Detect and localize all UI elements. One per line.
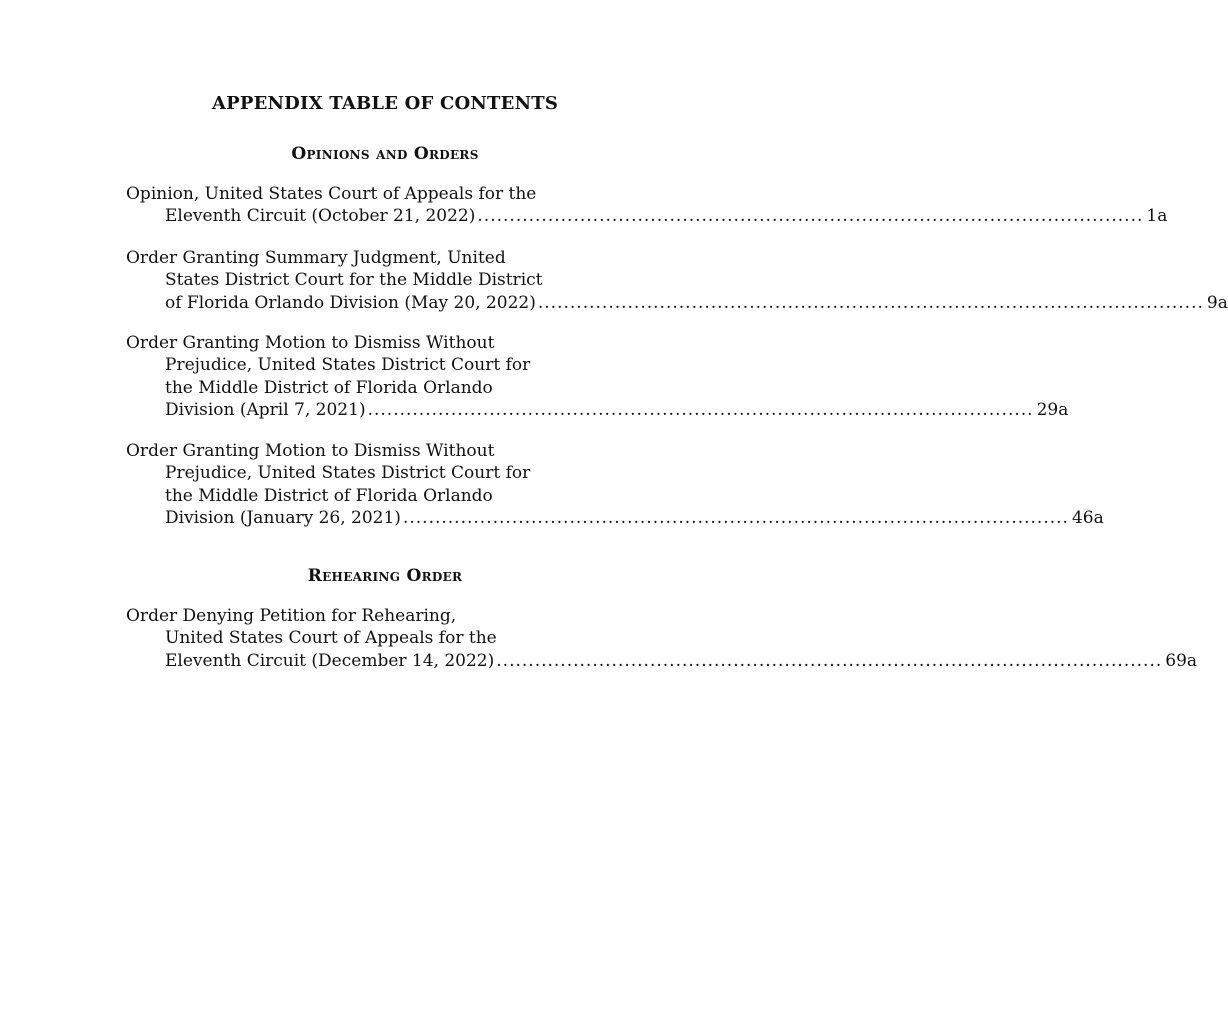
section-heading-opinions-and-orders: Opinions and Orders: [291, 144, 479, 164]
dot-leader: ........................................................................................................: [402, 507, 1069, 528]
toc-entry-title-line: Eleventh Circuit (October 21, 2022): [165, 206, 476, 227]
toc-entry[interactable]: [126, 605, 1198, 672]
toc-entry-title-line: Division (April 7, 2021): [165, 399, 366, 420]
toc-page-number: 46a: [1071, 507, 1104, 528]
toc-entry-title-line: States District Court for the Middle District: [165, 270, 543, 291]
dot-leader: ........................................................................................................: [537, 292, 1204, 313]
toc-entry-title-line: Order Granting Motion to Dismiss Without: [126, 333, 495, 353]
toc-page-number: 9a: [1206, 292, 1228, 313]
toc-entry[interactable]: [126, 247, 1228, 314]
toc-entry-title-line: Order Granting Summary Judgment, United: [126, 248, 506, 268]
toc-entry-title-line: Prejudice, United States District Court for: [165, 355, 531, 376]
toc-entry-title-line: Eleventh Circuit (December 14, 2022): [165, 650, 495, 671]
toc-entry-title-line: Opinion, United States Court of Appeals for the: [126, 184, 537, 204]
toc-entry-title-line: the Middle District of Florida Orlando: [165, 377, 493, 398]
toc-entry-title-line: the Middle District of Florida Orlando: [165, 485, 493, 506]
toc-entry-title-line: of Florida Orlando Division (May 20, 2022): [165, 292, 536, 313]
dot-leader: ........................................................................................................: [496, 650, 1163, 671]
toc-entry[interactable]: [126, 183, 1168, 228]
dot-leader: ........................................................................................................: [367, 399, 1034, 420]
toc-entry-title-line: Order Granting Motion to Dismiss Without: [126, 441, 495, 461]
page-title: APPENDIX TABLE OF CONTENTS: [211, 93, 559, 114]
toc-page-number: 29a: [1036, 399, 1069, 420]
dot-leader: ........................................................................................................: [477, 206, 1144, 227]
toc-entry[interactable]: [126, 440, 1104, 529]
section-heading-rehearing-order: Rehearing Order: [307, 566, 463, 586]
toc-entry[interactable]: [126, 332, 1069, 421]
toc-entry-title-line: Order Denying Petition for Rehearing,: [126, 606, 457, 626]
toc-entry-title-line: United States Court of Appeals for the: [165, 628, 497, 649]
toc-page-number: 1a: [1146, 206, 1168, 227]
toc-entry-title-line: Prejudice, United States District Court for: [165, 463, 531, 484]
toc-entry-title-line: Division (January 26, 2021): [165, 507, 401, 528]
toc-page-number: 69a: [1165, 650, 1198, 671]
